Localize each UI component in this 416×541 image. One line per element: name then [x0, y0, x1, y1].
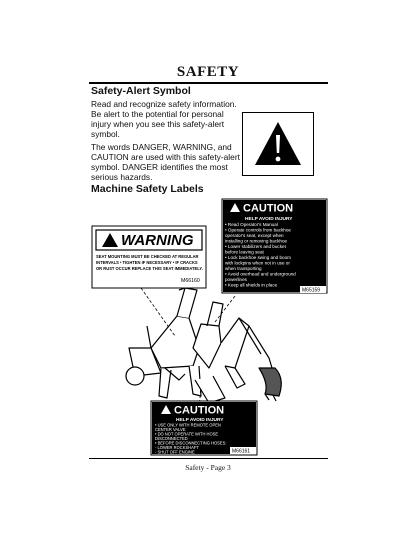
caution-bottom-line: • DO NOT OPERATE WITH HOSE [155, 431, 219, 437]
backhoe-diagram [89, 198, 329, 456]
caution-bottom-line: CENTER VALVE [155, 427, 186, 432]
backhoe-illustration [126, 288, 281, 403]
caution-bottom-line: DISCONNECTED [155, 436, 188, 441]
caution-bottom-title: CAUTION [174, 404, 225, 417]
caution-bottom-line: - LOWER ROCKSHAFT [155, 445, 199, 450]
page-title: SAFETY [176, 64, 240, 80]
safety-alert-paragraph-1: Read and recognize safety information. Be alert to the potential for personal injury when you see this safety-alert symbol. [91, 99, 237, 139]
warning-line: SEAT MOUNTING MUST BE CHECKED AT REGULAR [96, 254, 199, 259]
warning-title: WARNING [121, 232, 194, 249]
caution-top-line: powerlines [225, 277, 247, 282]
caution-top-leader-line [215, 296, 235, 322]
caution-top-line: • Lock backhoe swing and boom [225, 255, 291, 260]
caution-top-line: before leaving seat [225, 249, 264, 255]
caution-top-title: CAUTION [243, 202, 294, 215]
caution-top-line: with lockpins when not in use or [225, 260, 290, 266]
caution-top-code: M65159 [302, 287, 321, 294]
title-rule [89, 82, 328, 84]
caution-bottom-line: - SHUT OFF ENGINE [155, 449, 195, 455]
caution-top-line: installing or removing backhoe [225, 238, 288, 244]
warning-line: OR RUST OCCUR REPLACE THIS SEAT IMMEDIATELY. [96, 266, 203, 271]
warning-code: M66160 [181, 278, 200, 284]
machine-labels-heading: Machine Safety Labels [91, 183, 204, 195]
caution-top-subtitle: HELP AVOID INJURY [245, 217, 293, 222]
footer-rule [89, 458, 328, 459]
caution-label-bottom [151, 401, 257, 455]
caution-top-line: when transporting [225, 266, 262, 271]
warning-label [92, 226, 206, 288]
caution-bottom-subtitle: HELP AVOID INJURY [176, 418, 224, 423]
safety-alert-icon [243, 113, 313, 175]
caution-top-line: • Keep all shields in place [225, 282, 278, 288]
caution-top-line: • Read Operator's Manual [225, 222, 278, 227]
caution-bottom-code: M66161 [232, 448, 251, 455]
safety-alert-heading: Safety-Alert Symbol [91, 85, 191, 97]
caution-label-top [222, 199, 327, 294]
page-footer: Safety - Page 3 [185, 463, 231, 472]
safety-alert-symbol-box [242, 112, 314, 176]
caution-bottom-line: • USE ONLY WITH REMOTE OPEN [155, 422, 221, 428]
caution-top-line: • Lower stabilizers and bucket [225, 244, 286, 249]
caution-top-line: • Operate controls from backhoe [225, 227, 291, 233]
caution-bottom-line: • BEFORE DISCONNECTING HOSES: [155, 440, 227, 446]
warning-line: INTERVALS • TIGHTEN IF NECESSARY • IF CRACKS [96, 260, 198, 265]
caution-top-line: • Avoid overhead and underground [225, 271, 296, 277]
caution-top-line: operator's seat, except when [225, 233, 284, 238]
safety-alert-paragraph-2: The words DANGER, WARNING, and CAUTION are used with this safety-alert symbol. DANGER identifies the most serious hazards. [91, 142, 240, 182]
